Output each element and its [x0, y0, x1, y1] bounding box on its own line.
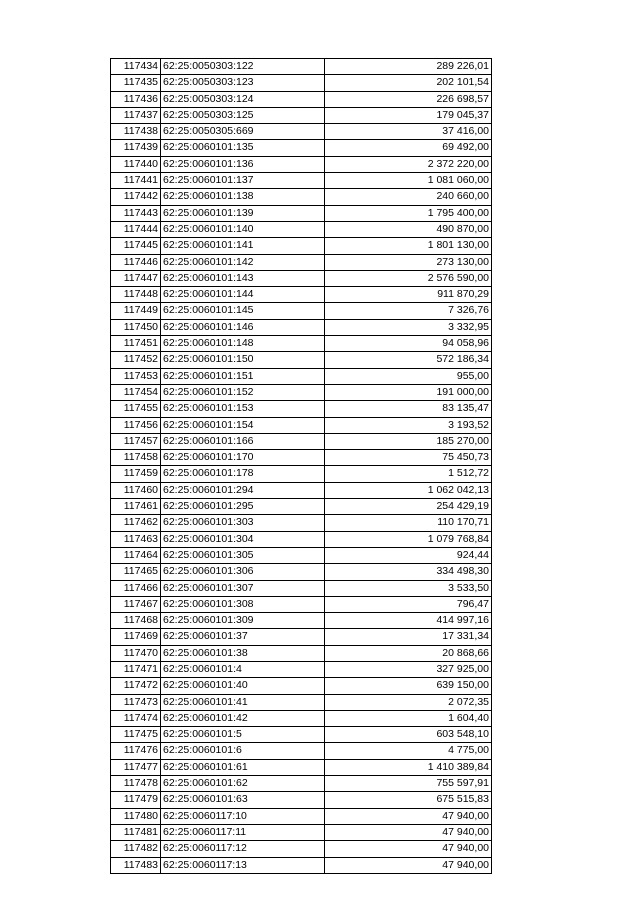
cadastral-value-cell: 911 870,29: [325, 287, 492, 303]
row-number-cell: 117437: [111, 107, 161, 123]
table-body: [111, 59, 492, 874]
cadastral-value-cell: 20 868,66: [325, 645, 492, 661]
cadastral-value-cell: 796,47: [325, 596, 492, 612]
table-row: [111, 140, 492, 156]
cadastral-number-cell: 62:25:0060101:5: [161, 727, 325, 743]
cadastral-number-cell: 62:25:0060101:304: [161, 531, 325, 547]
cadastral-value-cell: 47 940,00: [325, 824, 492, 840]
cadastral-number-cell: 62:25:0060101:307: [161, 580, 325, 596]
table-row: [111, 75, 492, 91]
cadastral-number-cell: 62:25:0060117:11: [161, 824, 325, 840]
row-number-cell: 117448: [111, 287, 161, 303]
row-number-cell: 117455: [111, 401, 161, 417]
row-number-cell: 117438: [111, 124, 161, 140]
row-number-cell: 117454: [111, 384, 161, 400]
cadastral-number-cell: 62:25:0050303:124: [161, 91, 325, 107]
cadastral-number-cell: 62:25:0050303:122: [161, 59, 325, 75]
table-row: [111, 352, 492, 368]
cadastral-value-cell: 639 150,00: [325, 678, 492, 694]
table-row: [111, 499, 492, 515]
cadastral-number-cell: 62:25:0060101:137: [161, 173, 325, 189]
table-row: [111, 59, 492, 75]
cadastral-value-cell: 1 079 768,84: [325, 531, 492, 547]
row-number-cell: 117436: [111, 91, 161, 107]
table-row: [111, 776, 492, 792]
cadastral-number-cell: 62:25:0060101:152: [161, 384, 325, 400]
cadastral-number-cell: 62:25:0060101:140: [161, 221, 325, 237]
cadastral-value-cell: 226 698,57: [325, 91, 492, 107]
table-row: [111, 580, 492, 596]
cadastral-number-cell: 62:25:0060101:309: [161, 613, 325, 629]
cadastral-number-cell: 62:25:0050305:669: [161, 124, 325, 140]
row-number-cell: 117446: [111, 254, 161, 270]
cadastral-value-cell: 37 416,00: [325, 124, 492, 140]
table-row: [111, 824, 492, 840]
row-number-cell: 117467: [111, 596, 161, 612]
row-number-cell: 117434: [111, 59, 161, 75]
row-number-cell: 117468: [111, 613, 161, 629]
row-number-cell: 117445: [111, 238, 161, 254]
table-row: [111, 841, 492, 857]
table-row: [111, 727, 492, 743]
row-number-cell: 117462: [111, 515, 161, 531]
cadastral-number-cell: 62:25:0060117:10: [161, 808, 325, 824]
table-row: [111, 254, 492, 270]
cadastral-number-cell: 62:25:0060101:170: [161, 450, 325, 466]
table-row: [111, 466, 492, 482]
cadastral-value-cell: 4 775,00: [325, 743, 492, 759]
cadastral-value-cell: 1 081 060,00: [325, 173, 492, 189]
cadastral-number-cell: 62:25:0060101:306: [161, 564, 325, 580]
cadastral-value-cell: 94 058,96: [325, 336, 492, 352]
cadastral-number-cell: 62:25:0060101:42: [161, 710, 325, 726]
table-row: [111, 221, 492, 237]
table-row: [111, 156, 492, 172]
cadastral-number-cell: 62:25:0060101:41: [161, 694, 325, 710]
row-number-cell: 117463: [111, 531, 161, 547]
cadastral-number-cell: 62:25:0060101:146: [161, 319, 325, 335]
cadastral-value-cell: 1 512,72: [325, 466, 492, 482]
row-number-cell: 117474: [111, 710, 161, 726]
row-number-cell: 117450: [111, 319, 161, 335]
table-row: [111, 678, 492, 694]
cadastral-number-cell: 62:25:0060101:4: [161, 661, 325, 677]
cadastral-number-cell: 62:25:0060101:138: [161, 189, 325, 205]
cadastral-value-cell: 191 000,00: [325, 384, 492, 400]
cadastral-value-cell: 83 135,47: [325, 401, 492, 417]
table-row: [111, 531, 492, 547]
cadastral-number-cell: 62:25:0060101:166: [161, 433, 325, 449]
cadastral-number-cell: 62:25:0060101:308: [161, 596, 325, 612]
table-row: [111, 124, 492, 140]
table-row: [111, 743, 492, 759]
row-number-cell: 117464: [111, 547, 161, 563]
cadastral-number-cell: 62:25:0060101:305: [161, 547, 325, 563]
table-row: [111, 173, 492, 189]
row-number-cell: 117447: [111, 270, 161, 286]
table-row: [111, 91, 492, 107]
table-row: [111, 564, 492, 580]
cadastral-value-cell: 202 101,54: [325, 75, 492, 91]
row-number-cell: 117456: [111, 417, 161, 433]
cadastral-value-cell: 2 576 590,00: [325, 270, 492, 286]
cadastral-value-cell: 179 045,37: [325, 107, 492, 123]
row-number-cell: 117460: [111, 482, 161, 498]
table-row: [111, 319, 492, 335]
row-number-cell: 117475: [111, 727, 161, 743]
table-row: [111, 401, 492, 417]
table-row: [111, 368, 492, 384]
table-row: [111, 482, 492, 498]
cadastral-value-cell: 254 429,19: [325, 499, 492, 515]
row-number-cell: 117478: [111, 776, 161, 792]
table-row: [111, 694, 492, 710]
cadastral-number-cell: 62:25:0060101:135: [161, 140, 325, 156]
table-row: [111, 287, 492, 303]
table-row: [111, 205, 492, 221]
cadastral-value-cell: 1 062 042,13: [325, 482, 492, 498]
table-row: [111, 238, 492, 254]
cadastral-number-cell: 62:25:0060101:38: [161, 645, 325, 661]
cadastral-value-cell: 47 940,00: [325, 841, 492, 857]
row-number-cell: 117479: [111, 792, 161, 808]
cadastral-value-cell: 47 940,00: [325, 857, 492, 873]
cadastral-value-cell: 3 533,50: [325, 580, 492, 596]
row-number-cell: 117440: [111, 156, 161, 172]
cadastral-value-cell: 755 597,91: [325, 776, 492, 792]
cadastral-number-cell: 62:25:0060101:61: [161, 759, 325, 775]
row-number-cell: 117444: [111, 221, 161, 237]
row-number-cell: 117442: [111, 189, 161, 205]
cadastral-value-cell: 240 660,00: [325, 189, 492, 205]
table-row: [111, 792, 492, 808]
table-row: [111, 547, 492, 563]
row-number-cell: 117472: [111, 678, 161, 694]
cadastral-number-cell: 62:25:0060101:40: [161, 678, 325, 694]
cadastral-value-cell: 327 925,00: [325, 661, 492, 677]
row-number-cell: 117470: [111, 645, 161, 661]
cadastral-value-cell: 1 410 389,84: [325, 759, 492, 775]
cadastral-value-cell: 110 170,71: [325, 515, 492, 531]
row-number-cell: 117473: [111, 694, 161, 710]
cadastral-value-cell: 7 326,76: [325, 303, 492, 319]
cadastral-value-cell: 1 795 400,00: [325, 205, 492, 221]
cadastral-number-cell: 62:25:0060101:142: [161, 254, 325, 270]
cadastral-value-cell: 75 450,73: [325, 450, 492, 466]
cadastral-number-cell: 62:25:0060101:178: [161, 466, 325, 482]
row-number-cell: 117459: [111, 466, 161, 482]
cadastral-value-cell: 289 226,01: [325, 59, 492, 75]
row-number-cell: 117443: [111, 205, 161, 221]
row-number-cell: 117453: [111, 368, 161, 384]
table-row: [111, 433, 492, 449]
cadastral-number-cell: 62:25:0060101:143: [161, 270, 325, 286]
table-row: [111, 661, 492, 677]
row-number-cell: 117482: [111, 841, 161, 857]
row-number-cell: 117483: [111, 857, 161, 873]
row-number-cell: 117481: [111, 824, 161, 840]
cadastral-number-cell: 62:25:0060101:151: [161, 368, 325, 384]
cadastral-value-cell: 572 186,34: [325, 352, 492, 368]
table-row: [111, 613, 492, 629]
row-number-cell: 117471: [111, 661, 161, 677]
row-number-cell: 117466: [111, 580, 161, 596]
row-number-cell: 117449: [111, 303, 161, 319]
table-row: [111, 808, 492, 824]
row-number-cell: 117461: [111, 499, 161, 515]
cadastral-number-cell: 62:25:0060101:153: [161, 401, 325, 417]
cadastral-value-cell: 924,44: [325, 547, 492, 563]
row-number-cell: 117441: [111, 173, 161, 189]
cadastral-value-cell: 1 604,40: [325, 710, 492, 726]
cadastral-value-cell: 17 331,34: [325, 629, 492, 645]
table-row: [111, 515, 492, 531]
row-number-cell: 117451: [111, 336, 161, 352]
cadastral-value-cell: 69 492,00: [325, 140, 492, 156]
table-row: [111, 417, 492, 433]
cadastral-value-cell: 955,00: [325, 368, 492, 384]
table-row: [111, 189, 492, 205]
cadastral-number-cell: 62:25:0060101:150: [161, 352, 325, 368]
cadastral-value-cell: 2 372 220,00: [325, 156, 492, 172]
table-row: [111, 336, 492, 352]
cadastral-number-cell: 62:25:0060101:139: [161, 205, 325, 221]
cadastral-number-cell: 62:25:0060101:62: [161, 776, 325, 792]
cadastral-number-cell: 62:25:0060101:141: [161, 238, 325, 254]
table-row: [111, 270, 492, 286]
cadastral-value-cell: 185 270,00: [325, 433, 492, 449]
cadastral-number-cell: 62:25:0060117:13: [161, 857, 325, 873]
cadastral-value-cell: 1 801 130,00: [325, 238, 492, 254]
cadastral-number-cell: 62:25:0060101:144: [161, 287, 325, 303]
table-row: [111, 107, 492, 123]
cadastral-value-cell: 334 498,30: [325, 564, 492, 580]
table-row: [111, 303, 492, 319]
cadastral-number-cell: 62:25:0060101:37: [161, 629, 325, 645]
table-row: [111, 759, 492, 775]
cadastral-number-cell: 62:25:0060101:303: [161, 515, 325, 531]
row-number-cell: 117457: [111, 433, 161, 449]
table-row: [111, 384, 492, 400]
cadastral-value-cell: 273 130,00: [325, 254, 492, 270]
cadastral-number-cell: 62:25:0060101:154: [161, 417, 325, 433]
cadastral-number-cell: 62:25:0060101:294: [161, 482, 325, 498]
cadastral-number-cell: 62:25:0060117:12: [161, 841, 325, 857]
cadastral-value-cell: 414 997,16: [325, 613, 492, 629]
row-number-cell: 117435: [111, 75, 161, 91]
table-row: [111, 645, 492, 661]
cadastral-value-cell: 3 193,52: [325, 417, 492, 433]
cadastral-value-cell: 47 940,00: [325, 808, 492, 824]
row-number-cell: 117476: [111, 743, 161, 759]
cadastral-number-cell: 62:25:0050303:125: [161, 107, 325, 123]
table-row: [111, 710, 492, 726]
cadastral-value-table: [110, 58, 492, 874]
cadastral-value-cell: 2 072,35: [325, 694, 492, 710]
row-number-cell: 117439: [111, 140, 161, 156]
row-number-cell: 117469: [111, 629, 161, 645]
table-row: [111, 857, 492, 873]
row-number-cell: 117452: [111, 352, 161, 368]
row-number-cell: 117480: [111, 808, 161, 824]
cadastral-number-cell: 62:25:0060101:295: [161, 499, 325, 515]
cadastral-number-cell: 62:25:0060101:6: [161, 743, 325, 759]
cadastral-number-cell: 62:25:0060101:63: [161, 792, 325, 808]
cadastral-value-cell: 675 515,83: [325, 792, 492, 808]
row-number-cell: 117465: [111, 564, 161, 580]
cadastral-number-cell: 62:25:0060101:145: [161, 303, 325, 319]
cadastral-value-cell: 490 870,00: [325, 221, 492, 237]
cadastral-number-cell: 62:25:0050303:123: [161, 75, 325, 91]
row-number-cell: 117458: [111, 450, 161, 466]
cadastral-number-cell: 62:25:0060101:136: [161, 156, 325, 172]
cadastral-value-cell: 3 332,95: [325, 319, 492, 335]
cadastral-value-cell: 603 548,10: [325, 727, 492, 743]
table-row: [111, 450, 492, 466]
table-row: [111, 596, 492, 612]
cadastral-number-cell: 62:25:0060101:148: [161, 336, 325, 352]
row-number-cell: 117477: [111, 759, 161, 775]
table-row: [111, 629, 492, 645]
